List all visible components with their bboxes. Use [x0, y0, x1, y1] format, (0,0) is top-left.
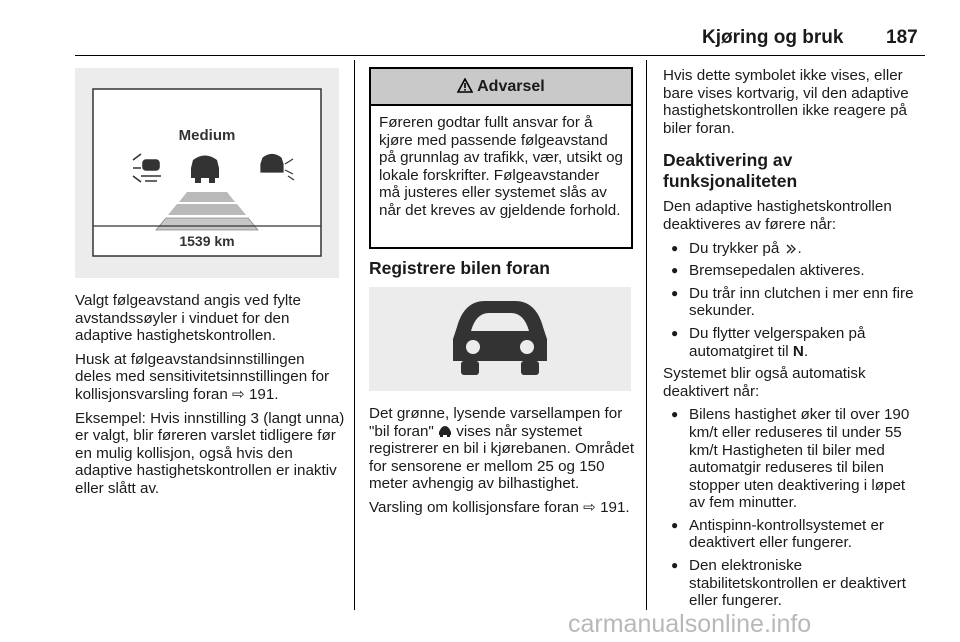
page-header-title: Kjøring og bruk: [702, 27, 844, 48]
section-heading: Deaktivering av funksjonaliteten: [663, 150, 798, 192]
vehicle-ahead-icon: [453, 301, 547, 375]
column-2-text: [369, 405, 637, 523]
paragraph: Den adaptive hastighetskontrollen deaktiveres av førere når:: [663, 198, 892, 233]
paragraph: [369, 405, 637, 493]
section-heading: Registrere bilen foran: [369, 258, 550, 278]
text-run: Du flytter velgerspaken på automatgiret til: [689, 324, 866, 360]
list-item: ● Bilens hastighet øker til over 190 km/t eller reduseres til under 55 km/t Hastigheten til biler med automatgir reduseres til bilen stopper uten deaktivering i løpet av fem minutter.: [663, 406, 925, 512]
text-run: vises når systemet registrerer en bil i kjørebanen. Området for sensorene er mellom 25 og 150 meter avhengig av bilhastighet.: [369, 422, 635, 493]
odometer-readout: 1539 km: [179, 233, 235, 249]
text-run: Du trykker på: [689, 239, 780, 257]
auto-deactivation-list: [663, 406, 925, 610]
display-mode-label: Medium: [178, 127, 236, 144]
car-ahead-inline-icon: [438, 423, 456, 440]
warning-title: Advarsel: [477, 78, 545, 95]
warning-text: Føreren godtar fullt ansvar for å kjøre med passende følgeavstand på grunnlag av trafikk, vær, utsikt og lokale forskrifter. Følgeavstander må justeres eller systemet slås av når det kreves av gjeldende forhold.: [379, 114, 623, 219]
paragraph: Hvis dette symbolet ikke vises, eller bare vises kortvarig, vil den adaptive hastighetskontrollen ikke reagere på biler foran.: [663, 67, 909, 137]
list-item: ● Du trykker på .: [663, 240, 925, 258]
list-item: ● Du trår inn clutchen i mer enn fire sekunder.: [663, 285, 925, 320]
list-item: ● Antispinn-kontrollsystemet er deaktivert eller fungerer.: [663, 517, 925, 552]
list-item: ● Den elektroniske stabilitetskontrollen er deaktivert eller fungerer.: [663, 557, 925, 610]
paragraph: Eksempel: Hvis innstilling 3 (langt unna) er valgt, blir føreren varslet tidligere før en mulig kollisjon, også hvis den adaptive hastighetskontrollen er inaktiv eller slått av.: [75, 409, 345, 497]
paragraph: Valgt følgeavstand angis ved fylte avstandssøyler i vinduet for den adaptive hastighetskontrollen.: [75, 292, 301, 345]
acc-button-icon: [784, 240, 798, 257]
warning-triangle-icon: [457, 78, 477, 95]
list-item: ● Bremsepedalen aktiveres.: [663, 262, 925, 280]
column-1-text: [75, 292, 345, 504]
watermark: carmanualsonline.info: [568, 610, 812, 638]
page-number: 187: [886, 27, 918, 48]
acc-display-figure: [75, 68, 339, 278]
column-3-text: [663, 67, 925, 615]
deactivation-list: [663, 240, 925, 361]
paragraph: Varsling om kollisjonsfare foran ⇨ 191.: [369, 498, 630, 516]
paragraph: Husk at følgeavstandsinnstillingen deles med sensitivitetsinnstillingen for kollisjonsvarsling foran ⇨ 191.: [75, 350, 330, 403]
text-run: Det grønne, lysende varsellampen for "bil foran": [369, 405, 623, 440]
column-divider-1: [354, 60, 355, 610]
vehicle-ahead-figure: [369, 287, 631, 391]
header-rule: [75, 55, 925, 56]
column-divider-2: [646, 60, 647, 610]
gear-label: N: [792, 342, 804, 360]
warning-box: [369, 67, 633, 249]
list-item: ● Du flytter velgerspaken på automatgiret til N.: [663, 325, 925, 360]
warning-header: [371, 69, 631, 106]
paragraph: Systemet blir også automatisk deaktivert når:: [663, 365, 866, 400]
